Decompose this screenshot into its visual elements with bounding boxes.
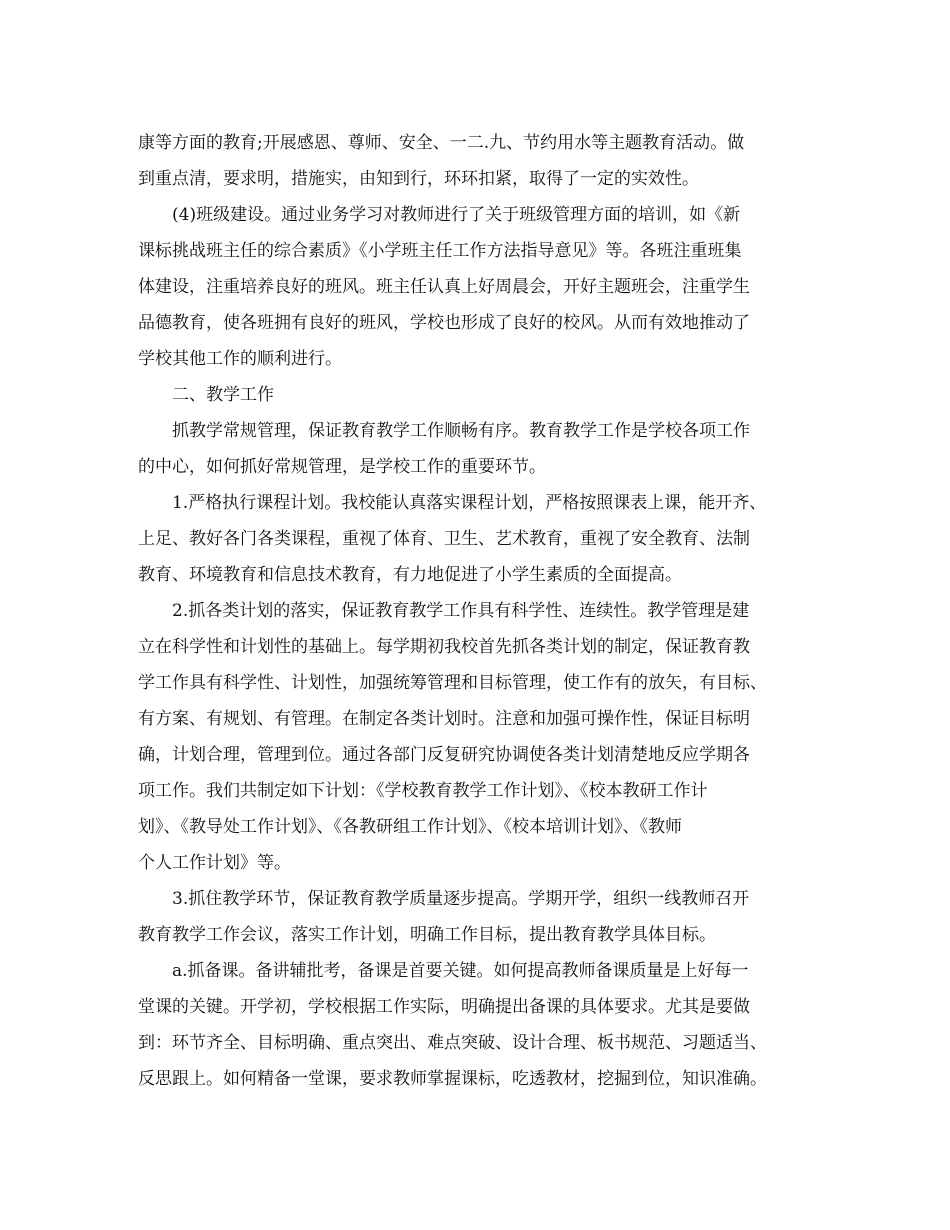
text-line: 体建设，注重培养良好的班风。班主任认真上好周晨会，开好主题班会，注重学生: [138, 277, 750, 297]
text-line: 反思跟上。如何精备一堂课，要求教师掌握课标，吃透教材，挖掘到位，知识准确。: [138, 1069, 767, 1089]
text-line: 课标挑战班主任的综合素质》《小学班主任工作方法指导意见》等。各班注重班集: [138, 241, 742, 261]
text-line: 划》、《教导处工作计划》、《各教研组工作计划》、《校本培训计划》、《教师: [138, 817, 682, 837]
text-line: 康等方面的教育;开展感恩、尊师、安全、一二.九、节约用水等主题教育活动。做: [138, 133, 745, 153]
text-line: 教育教学工作会议，落实工作计划，明确工作目标，提出教育教学具体目标。: [138, 925, 716, 945]
text-line: 学工作具有科学性、计划性，加强统筹管理和目标管理，使工作有的放矢，有目标、: [138, 673, 767, 693]
text-line: 2.抓各类计划的落实，保证教育教学工作具有科学性、连续性。教学管理是建: [172, 601, 750, 621]
text-line: 堂课的关键。开学初，学校根据工作实际，明确提出备课的具体要求。尤其是要做: [138, 997, 750, 1017]
text-line: 品德教育，使各班拥有良好的班风，学校也形成了良好的校风。从而有效地推动了: [138, 313, 750, 333]
section-heading: 二、教学工作: [172, 385, 274, 405]
text-line: 确，计划合理，管理到位。通过各部门反复研究协调使各类计划清楚地反应学期各: [138, 745, 750, 765]
text-line: 上足、教好各门各类课程，重视了体育、卫生、艺术教育，重视了安全教育、法制: [138, 529, 750, 549]
text-line: 个人工作计划》等。: [138, 853, 291, 873]
text-line: 3.抓住教学环节，保证教育教学质量逐步提高。学期开学，组织一线教师召开: [172, 889, 750, 909]
text-line: 立在科学性和计划性的基础上。每学期初我校首先抓各类计划的制定，保证教育教: [138, 637, 750, 657]
text-line: (4)班级建设。通过业务学习对教师进行了关于班级管理方面的培训，如《新: [172, 205, 741, 225]
text-line: 的中心，如何抓好常规管理，是学校工作的重要环节。: [138, 457, 546, 477]
text-line: 有方案、有规划、有管理。在制定各类计划时。注意和加强可操作性，保证目标明: [138, 709, 750, 729]
text-line: a.抓备课。备讲辅批考，备课是首要关键。如何提高教师备课质量是上好每一: [172, 961, 749, 981]
text-line: 项工作。我们共制定如下计划：《学校教育教学工作计划》、《校本教研工作计: [138, 781, 708, 801]
text-line: 到重点清，要求明，措施实，由知到行，环环扣紧，取得了一定的实效性。: [138, 169, 699, 189]
text-line: 抓教学常规管理，保证教育教学工作顺畅有序。教育教学工作是学校各项工作: [172, 421, 750, 441]
text-line: 1.严格执行课程计划。我校能认真落实课程计划，严格按照课表上课，能开齐、: [172, 493, 767, 513]
text-line: 到：环节齐全、目标明确、重点突出、难点突破、设计合理、板书规范、习题适当、: [138, 1033, 767, 1053]
text-line: 教育、环境教育和信息技术教育，有力地促进了小学生素质的全面提高。: [138, 565, 682, 585]
text-line: 学校其他工作的顺利进行。: [138, 349, 342, 369]
